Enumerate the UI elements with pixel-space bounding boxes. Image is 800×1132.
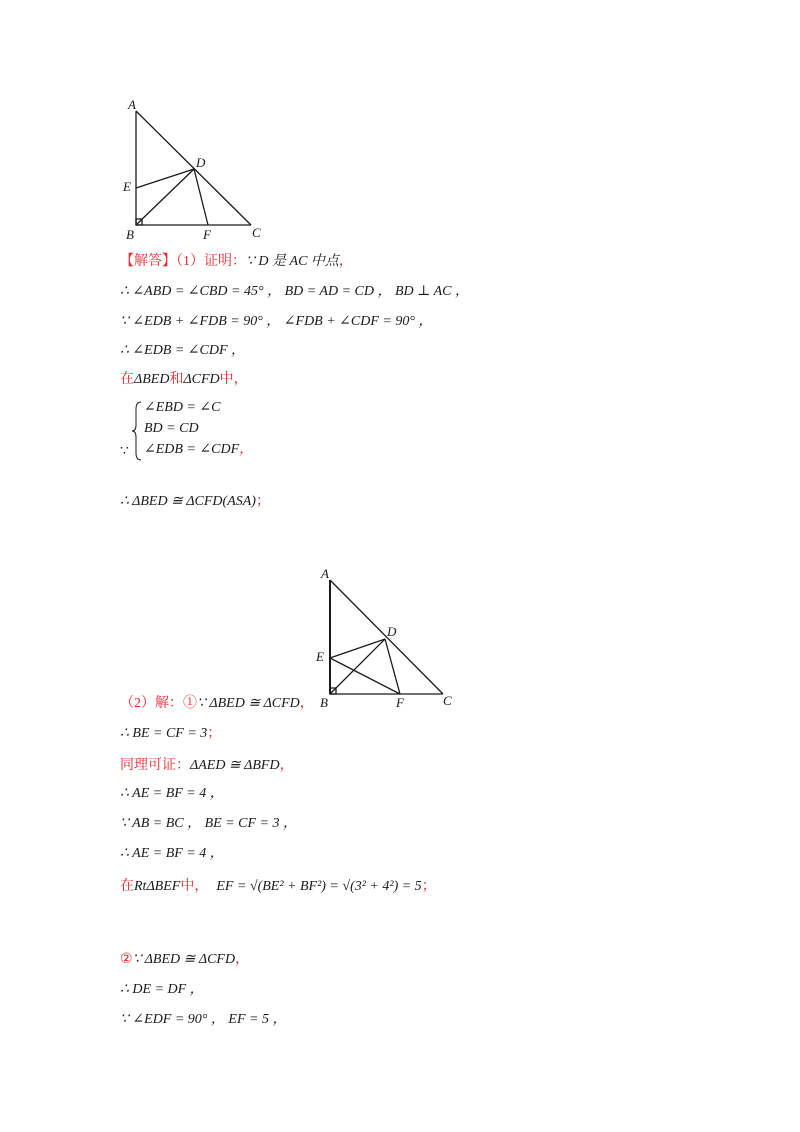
similarly-proved-text: 同理可证：	[120, 758, 190, 773]
vertex-label-d: D	[196, 155, 206, 170]
part1-header	[120, 252, 353, 272]
part1-conclusion	[120, 492, 270, 512]
vertex-label-f: F	[203, 227, 211, 242]
part1-label: （1）证明：	[176, 254, 246, 269]
semicolon: ；	[255, 494, 270, 509]
text-zai: 在	[120, 372, 134, 387]
part2-line-9: ∵ ∠EDF = 90° ， EF = 5 ，	[120, 1012, 287, 1027]
figure-1-triangle	[120, 95, 280, 245]
vertex-label-e: E	[123, 179, 131, 194]
part2-line-4: ∵ AB = BC ， BE = CF = 3 ，	[120, 816, 297, 831]
congruence-statement: ∴ ΔBED ≅ ΔCFD(ASA)	[120, 494, 256, 509]
comma: ，	[299, 696, 314, 711]
text-zhong: 中，	[219, 372, 248, 387]
part1-premise: ∵ D 是 AC 中点	[246, 254, 339, 269]
part1-line-4	[120, 370, 248, 390]
vertex-label-b: B	[320, 695, 328, 710]
left-brace-icon	[132, 401, 142, 461]
part2-line-7: ②∵ ΔBED ≅ ΔCFD，	[120, 952, 250, 967]
part2-line-3: ∴ AE = BF = 4 ，	[120, 786, 224, 801]
vertex-label-a: A	[321, 566, 329, 581]
part2-line-8: ∴ DE = DF ，	[120, 982, 204, 997]
system-eq-2: BD = CD	[144, 421, 199, 436]
text-he: 和	[169, 372, 184, 387]
answer-bracket: 【解答】	[120, 254, 176, 269]
vertex-label-e: E	[316, 649, 324, 664]
vertex-label-c: C	[443, 693, 452, 708]
vertex-label-f: F	[396, 695, 404, 710]
equation-system	[120, 397, 320, 463]
part2-line-2: 同理可证：ΔAED ≅ ΔBFD，	[120, 758, 294, 773]
triangle-bed: ΔBED	[134, 372, 170, 387]
triangle-cfd: ΔCFD	[183, 372, 220, 387]
vertex-label-a: A	[128, 97, 136, 112]
circled-two: ②	[120, 952, 133, 967]
system-eq-3: ∠EDB = ∠CDF，	[144, 442, 254, 457]
part2-line-6: 在RtΔBEF中， EF = √(BE² + BF²) = √(3² + 4²) = 5；	[120, 879, 436, 894]
part2-premise: ∵ ΔBED ≅ ΔCFD	[197, 696, 300, 711]
part1-line-3: ∴ ∠EDB = ∠CDF ，	[120, 343, 246, 358]
comma: ，	[338, 254, 353, 269]
right-triangle-bef: RtΔBEF	[134, 879, 181, 894]
vertex-label-c: C	[252, 225, 261, 240]
because-symbol: ∵	[120, 444, 129, 459]
vertex-label-d: D	[387, 624, 397, 639]
part2-header	[120, 694, 314, 714]
vertex-label-b: B	[126, 227, 134, 242]
part1-line-1: ∴ ∠ABD = ∠CBD = 45° ， BD = AD = CD ， BD ⊥ AC ，	[120, 284, 469, 299]
pythagorean-formula: EF = √(BE² + BF²) = √(3² + 4²) = 5	[216, 879, 422, 894]
part2-line-5: ∴ AE = BF = 4 ，	[120, 846, 224, 861]
figure-2-triangle	[312, 566, 472, 716]
part1-line-2: ∵ ∠EDB + ∠FDB = 90° ， ∠FDB + ∠CDF = 90° ，	[120, 314, 433, 329]
part2-line-1: ∴ BE = CF = 3；	[120, 726, 222, 741]
system-eq-1: ∠EBD = ∠C	[144, 400, 221, 415]
part2-label: （2）解：①	[120, 696, 197, 711]
